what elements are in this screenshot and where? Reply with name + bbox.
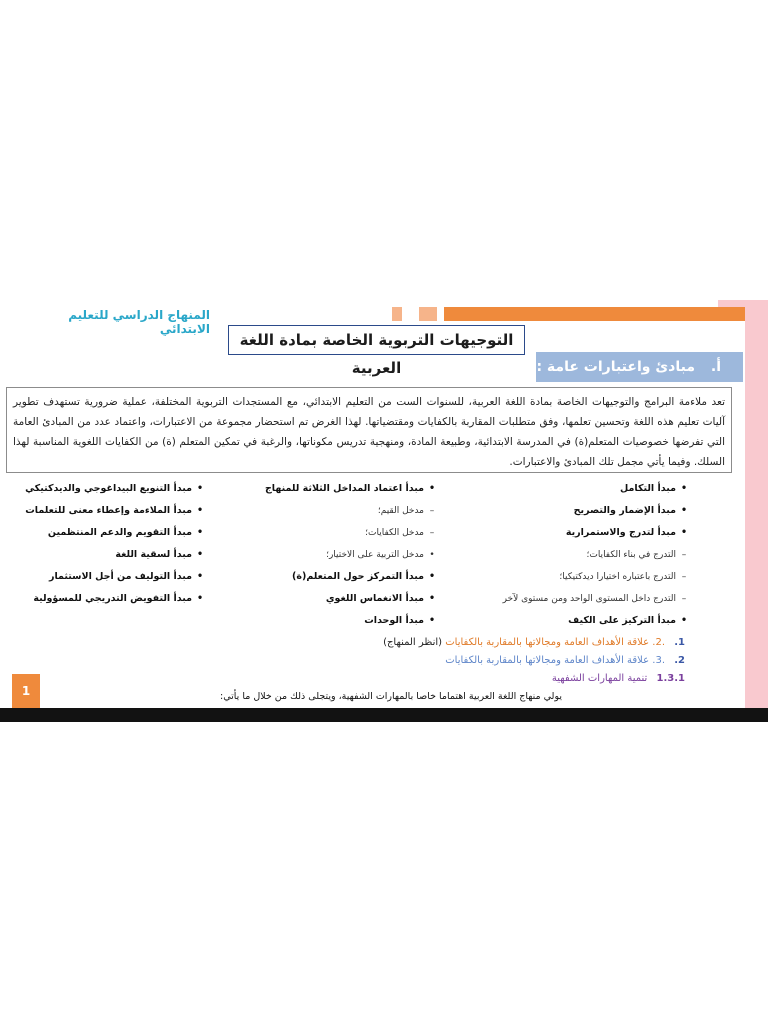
- bullet-mark: •: [196, 571, 204, 582]
- principle-text: مبدأ التنويع البيداغوجي والديدكتيكي: [25, 483, 192, 494]
- principle-item: [492, 500, 692, 522]
- header-deco-block: [419, 307, 437, 321]
- closing-sentence: يولي منهاج اللغة العربية اهتماما خاصا بالمهارات الشفهية، ويتجلى ذلك من خلال ما يأتي:: [220, 691, 562, 702]
- reference-line: [445, 655, 685, 666]
- bullet-mark: –: [429, 506, 435, 516]
- principle-text: مبدأ التوليف من أجل الاستثمار: [49, 571, 192, 582]
- principles-column-2: [265, 478, 440, 632]
- section-label: مبادئ واعتبارات عامة :: [536, 359, 695, 375]
- page-number: 1: [12, 674, 40, 708]
- principle-text: التدرج في بناء الكفايات؛: [586, 550, 676, 560]
- bullet-mark: •: [428, 615, 436, 626]
- principle-item: [265, 566, 440, 588]
- principle-text: مبدأ التفويض التدريجي للمسؤولية: [33, 593, 192, 604]
- header-label: المنهاج الدراسي للتعليم الابتدائي: [68, 308, 210, 336]
- principle-text: مدخل القيم؛: [377, 506, 424, 516]
- bullet-mark: •: [680, 615, 688, 626]
- principle-item: [265, 610, 440, 632]
- principle-item: [492, 522, 692, 544]
- principle-item: [3, 478, 208, 500]
- principle-text: مدخل التربية على الاختيار؛: [326, 550, 424, 560]
- principle-item: [3, 566, 208, 588]
- reference-number: 1.: [674, 637, 685, 648]
- principle-item: [265, 478, 440, 500]
- bullet-mark: •: [680, 527, 688, 538]
- principle-text: مبدأ الملاءمة وإعطاء معنى للتعلمات: [25, 505, 192, 516]
- subsection-heading: [552, 673, 685, 684]
- bullet-mark: –: [681, 550, 687, 560]
- principle-item: [265, 500, 440, 522]
- principle-item: [3, 544, 208, 566]
- principle-item: [265, 588, 440, 610]
- principle-text: مبدأ التمركز حول المتعلم(ة): [292, 571, 424, 582]
- bullet-mark: •: [196, 527, 204, 538]
- principle-text: مبدأ التكامل: [620, 483, 676, 494]
- bullet-mark: –: [681, 572, 687, 582]
- intro-paragraph: تعد ملاءمة البرامج والتوجيهات الخاصة بمادة اللغة العربية، للسنوات الست من التعليم الابتدائي، مع المستجدات التربوية المختلفة، عملية ضرورية تستهدف تطوير آليات تعليم هذه اللغة وتحسين تعلمها، وفق متطلبات المقاربة بالكفايات ومقتضياتها. لهذا الغرض تم استحضار مجموعة من الاعتبارات، واعتماد عدد من المبادئ العامة التي تفرضها خصوصيات المتعلم(ة) في المدرسة الابتدائية، وطبيعة المادة، ومنهجية تدريس مكوناتها، والرغبة في تمكين المتعلم (ة) من الكفايات اللغوية المناسبة لهذا السلك. وفيما يأتي مجمل تلك المبادئ والاعتبارات.: [6, 387, 732, 473]
- principles-column-3: [3, 478, 208, 610]
- reference-number: 2.: [674, 655, 685, 666]
- bullet-mark: •: [428, 571, 436, 582]
- reference-text: .2. علاقة الأهداف العامة ومجالاتها بالمقاربة بالكفايات: [445, 637, 666, 648]
- principle-item: [492, 544, 692, 566]
- principles-column-1: [492, 478, 692, 632]
- bullet-mark: •: [196, 483, 204, 494]
- principle-item: [265, 522, 440, 544]
- principle-text: مدخل الكفايات؛: [365, 528, 424, 538]
- reference-text: .3. علاقة الأهداف العامة ومجالاتها بالمقاربة بالكفايات: [445, 655, 666, 666]
- section-heading: [536, 352, 743, 382]
- principle-item: [3, 522, 208, 544]
- bottom-bar: [0, 708, 768, 722]
- principle-item: [492, 478, 692, 500]
- bullet-mark: •: [428, 483, 436, 494]
- reference-line: [383, 637, 685, 648]
- principle-text: مبدأ الوحدات: [364, 615, 424, 626]
- bullet-mark: –: [681, 594, 687, 604]
- principle-text: التدرج داخل المستوى الواحد ومن مستوى لآخر: [502, 594, 676, 604]
- section-number: أ.: [710, 359, 721, 375]
- bullet-mark: •: [196, 593, 204, 604]
- side-deco-bar: [745, 300, 768, 708]
- bullet-mark: •: [429, 550, 435, 560]
- page-title: التوجيهات التربوية الخاصة بمادة اللغة العربية: [228, 325, 525, 355]
- principle-item: [3, 588, 208, 610]
- bullet-mark: •: [680, 505, 688, 516]
- principle-item: [265, 544, 440, 566]
- principle-item: [3, 500, 208, 522]
- bullet-mark: •: [196, 505, 204, 516]
- principle-text: مبدأ اعتماد المداخل الثلاثة للمنهاج: [264, 483, 424, 494]
- header-deco-block: [392, 307, 402, 321]
- bullet-mark: –: [429, 528, 435, 538]
- reference-note: (انظر المنهاج): [383, 637, 443, 648]
- principle-text: مبدأ لتدرج والاستمرارية: [565, 527, 676, 538]
- bullet-mark: •: [196, 549, 204, 560]
- principle-text: مبدأ لسقية اللغة: [115, 549, 192, 560]
- principle-item: [492, 566, 692, 588]
- principle-text: مبدأ الإضمار والتصريح: [573, 505, 676, 516]
- bullet-mark: •: [680, 483, 688, 494]
- principle-text: مبدأ التقويم والدعم المنتظمين: [47, 527, 192, 538]
- principle-text: مبدأ الانغماس اللغوي: [325, 593, 424, 604]
- slide: [0, 300, 768, 708]
- principle-text: التدرج باعتباره اختيارا ديدكتيكيا؛: [559, 572, 676, 582]
- principle-text: مبدأ التركيز على الكيف: [568, 615, 676, 626]
- reference-text: تنمية المهارات الشفهية: [551, 673, 648, 684]
- bullet-mark: •: [428, 593, 436, 604]
- principle-item: [492, 610, 692, 632]
- principle-item: [492, 588, 692, 610]
- reference-number: 1.3.1: [656, 673, 685, 684]
- header-deco-bar: [444, 307, 768, 321]
